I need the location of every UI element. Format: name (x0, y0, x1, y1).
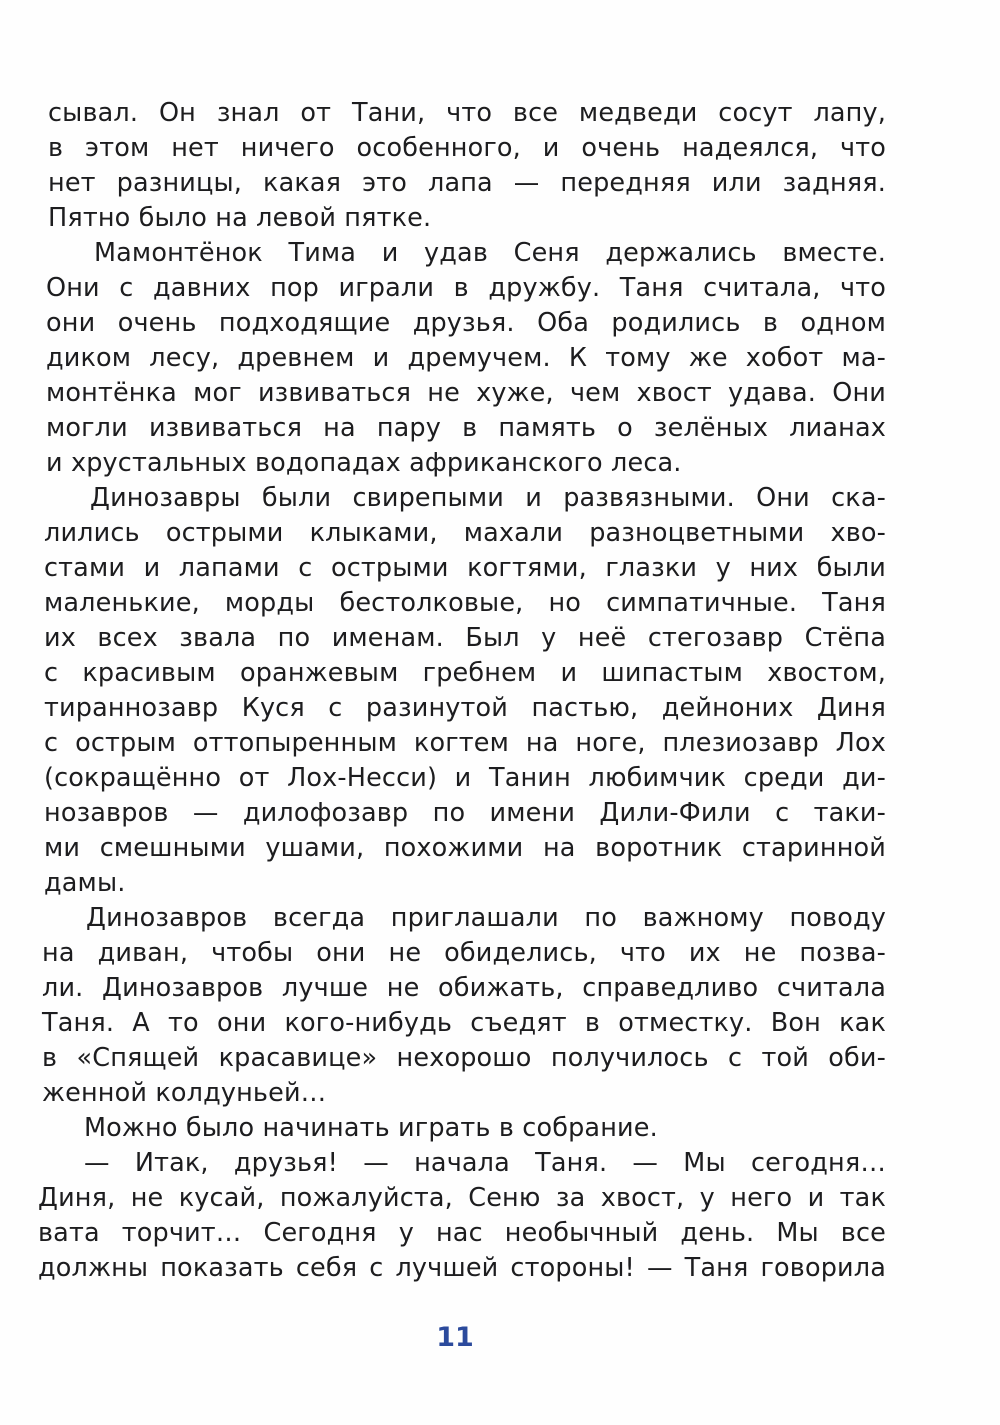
text-line: маленькие, морды бестолковые, но симпатичные. Таня (44, 588, 886, 618)
text-line: Мамонтёнок Тима и удав Сеня держались вместе. (94, 238, 886, 268)
text-line: тираннозавр Куся с разинутой пастью, дейноних Диня (44, 693, 886, 723)
text-line: Пятно было на левой пятке. (48, 203, 432, 233)
text-line: Диня, не кусай, пожалуйста, Сеню за хвост, у него и так (38, 1183, 886, 1213)
text-line: Динозавры были свирепыми и развязными. Они ска- (90, 483, 886, 513)
text-line: стами и лапами с острыми когтями, глазки у них были (44, 553, 886, 583)
text-line: ли. Динозавров лучше не обижать, справедливо считала (42, 973, 886, 1003)
text-line: их всех звала по именам. Был у неё стегозавр Стёпа (44, 623, 886, 653)
body-text (38, 96, 886, 1286)
text-line: Они с давних пор играли в дружбу. Таня считала, что (46, 273, 886, 303)
text-line: Можно было начинать играть в собрание. (84, 1113, 658, 1143)
text-line: Динозавров всегда приглашали по важному поводу (86, 903, 886, 933)
text-line: в этом нет ничего особенного, и очень надеялся, что (48, 133, 886, 163)
text-line: вата торчит… Сегодня у нас необычный день. Мы все (38, 1218, 886, 1248)
text-line: лились острыми клыками, махали разноцветными хво- (44, 518, 886, 548)
text-line: (сокращённо от Лох-Несси) и Танин любимчик среди ди- (44, 763, 886, 793)
text-line: ми смешными ушами, похожими на воротник старинной (44, 833, 886, 863)
text-line: должны показать себя с лучшей стороны! — Таня говорила (38, 1253, 886, 1283)
text-line: на диван, чтобы они не обиделись, что их не позва- (42, 938, 886, 968)
text-line: сывал. Он знал от Тани, что все медведи сосут лапу, (48, 98, 886, 128)
text-line: могли извиваться на пару в память о зелёных лианах (46, 413, 886, 443)
text-line: с красивым оранжевым гребнем и шипастым хвостом, (44, 658, 886, 688)
text-line: — Итак, друзья! — начала Таня. — Мы сегодня… (84, 1148, 886, 1178)
text-line: и хрустальных водопадах африканского леса. (46, 448, 682, 478)
page-number: 11 (436, 1322, 474, 1353)
text-line: монтёнка мог извиваться не хуже, чем хвост удава. Они (46, 378, 886, 408)
text-line: Таня. А то они кого-нибудь съедят в отместку. Вон как (42, 1008, 886, 1038)
text-line: в «Спящей красавице» нехорошо получилось с той оби- (42, 1043, 886, 1073)
text-line: они очень подходящие друзья. Оба родились в одном (46, 308, 886, 338)
text-line: нозавров — дилофозавр по имени Дили-Фили с таки- (44, 798, 886, 828)
text-line: с острым оттопыренным когтем на ноге, плезиозавр Лох (44, 728, 886, 758)
text-line: нет разницы, какая это лапа — передняя или задняя. (48, 168, 886, 198)
text-line: дамы. (44, 868, 126, 898)
text-line: женной колдуньей… (42, 1078, 327, 1108)
text-line: диком лесу, древнем и дремучем. К тому же хобот ма- (46, 343, 886, 373)
